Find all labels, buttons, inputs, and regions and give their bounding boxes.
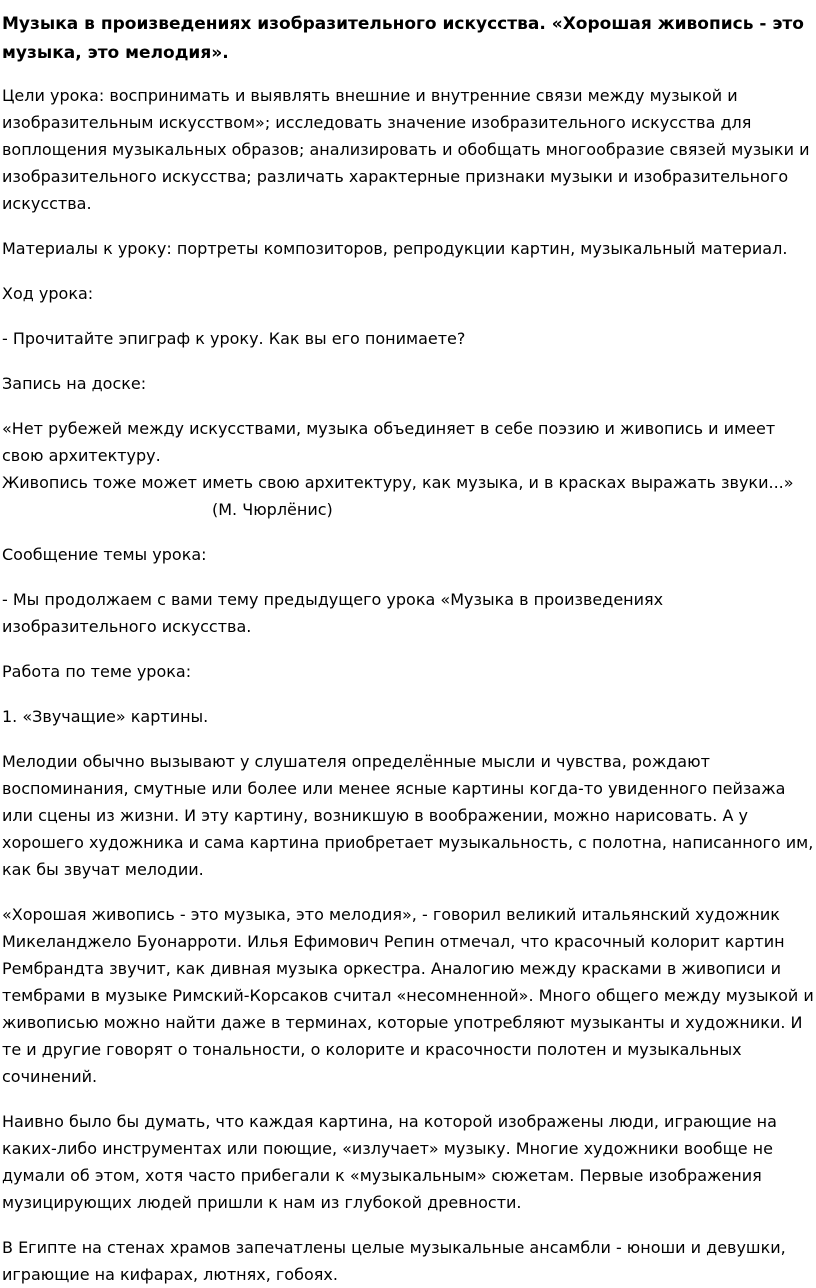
topic-text: - Мы продолжаем с вами тему предыдущего урока «Музыка в произведениях изобразительного искусства. bbox=[2, 590, 664, 636]
course-heading: Ход урока: bbox=[2, 284, 94, 303]
body-paragraph: «Хорошая живопись - это музыка, это мелодия», - говорил великий итальянский художник Микеланджело Буонарроти. Илья Ефимович Репин отмечал, что красочный колорит картин Рембрандта звучит, как дивная музыка оркестра. Аналогию между красками в живописи и тембрами в музыке Римский-Корсаков считал «несомненной». Много общего между музыкой и живописью можно найти даже в терминах, которые употребляют музыканты и художники. И те и другие говорят о тональности, о колорите и красочности полотен и музыкальных сочинений. bbox=[2, 905, 814, 1086]
page-title: Музыка в произведениях изобразительного искусства. «Хорошая живопись - это музыка, это мелодия». bbox=[2, 14, 804, 63]
epigraph-quote bbox=[2, 415, 814, 523]
quote-author: (М. Чюрлёнис) bbox=[212, 500, 333, 519]
epigraph-prompt: - Прочитайте эпиграф к уроку. Как вы его понимаете? bbox=[2, 329, 466, 348]
lesson-goals: Цели урока: воспринимать и выявлять внешние и внутренние связи между музыкой и изобразительным искусством»; исследовать значение изобразительного искусства для воплощения музыкальных образов; анализировать и обобщать многообразие связей музыки и изобразительного искусства; различать характерные признаки музыки и изобразительного искусства. bbox=[2, 86, 810, 213]
work-heading: Работа по теме урока: bbox=[2, 662, 192, 681]
topic-heading: Сообщение темы урока: bbox=[2, 545, 207, 564]
board-heading: Запись на доске: bbox=[2, 374, 147, 393]
quote-line-2: Живопись тоже может иметь свою архитектуру, как музыка, и в красках выражать звуки...» bbox=[2, 473, 794, 492]
section-1-heading: 1. «Звучащие» картины. bbox=[2, 707, 209, 726]
body-paragraph: Мелодии обычно вызывают у слушателя определённые мысли и чувства, рождают воспоминания, смутные или более или менее ясные картины когда-то увиденного пейзажа или сцены из жизни. И эту картину, возникшую в воображении, можно нарисовать. А у хорошего художника и сама картина приобретает музыкальность, с полотна, написанного им, как бы звучат мелодии. bbox=[2, 752, 814, 879]
quote-line-1: «Нет рубежей между искусствами, музыка объединяет в себе поэзию и живопись и имеет свою архитектуру. bbox=[2, 419, 776, 465]
body-paragraph: Наивно было бы думать, что каждая картина, на которой изображены люди, играющие на каких-либо инструментах или поющие, «излучает» музыку. Многие художники вообще не думали об этом, хотя часто прибегали к «музыкальным» сюжетам. Первые изображения музицирующих людей пришли к нам из глубокой древности. bbox=[2, 1112, 777, 1212]
lesson-materials: Материалы к уроку: портреты композиторов, репродукции картин, музыкальный материал. bbox=[2, 239, 788, 258]
body-paragraph: В Египте на стенах храмов запечатлены целые музыкальные ансамбли - юноши и девушки, играющие на кифарах, лютнях, гобоях. bbox=[2, 1238, 786, 1284]
